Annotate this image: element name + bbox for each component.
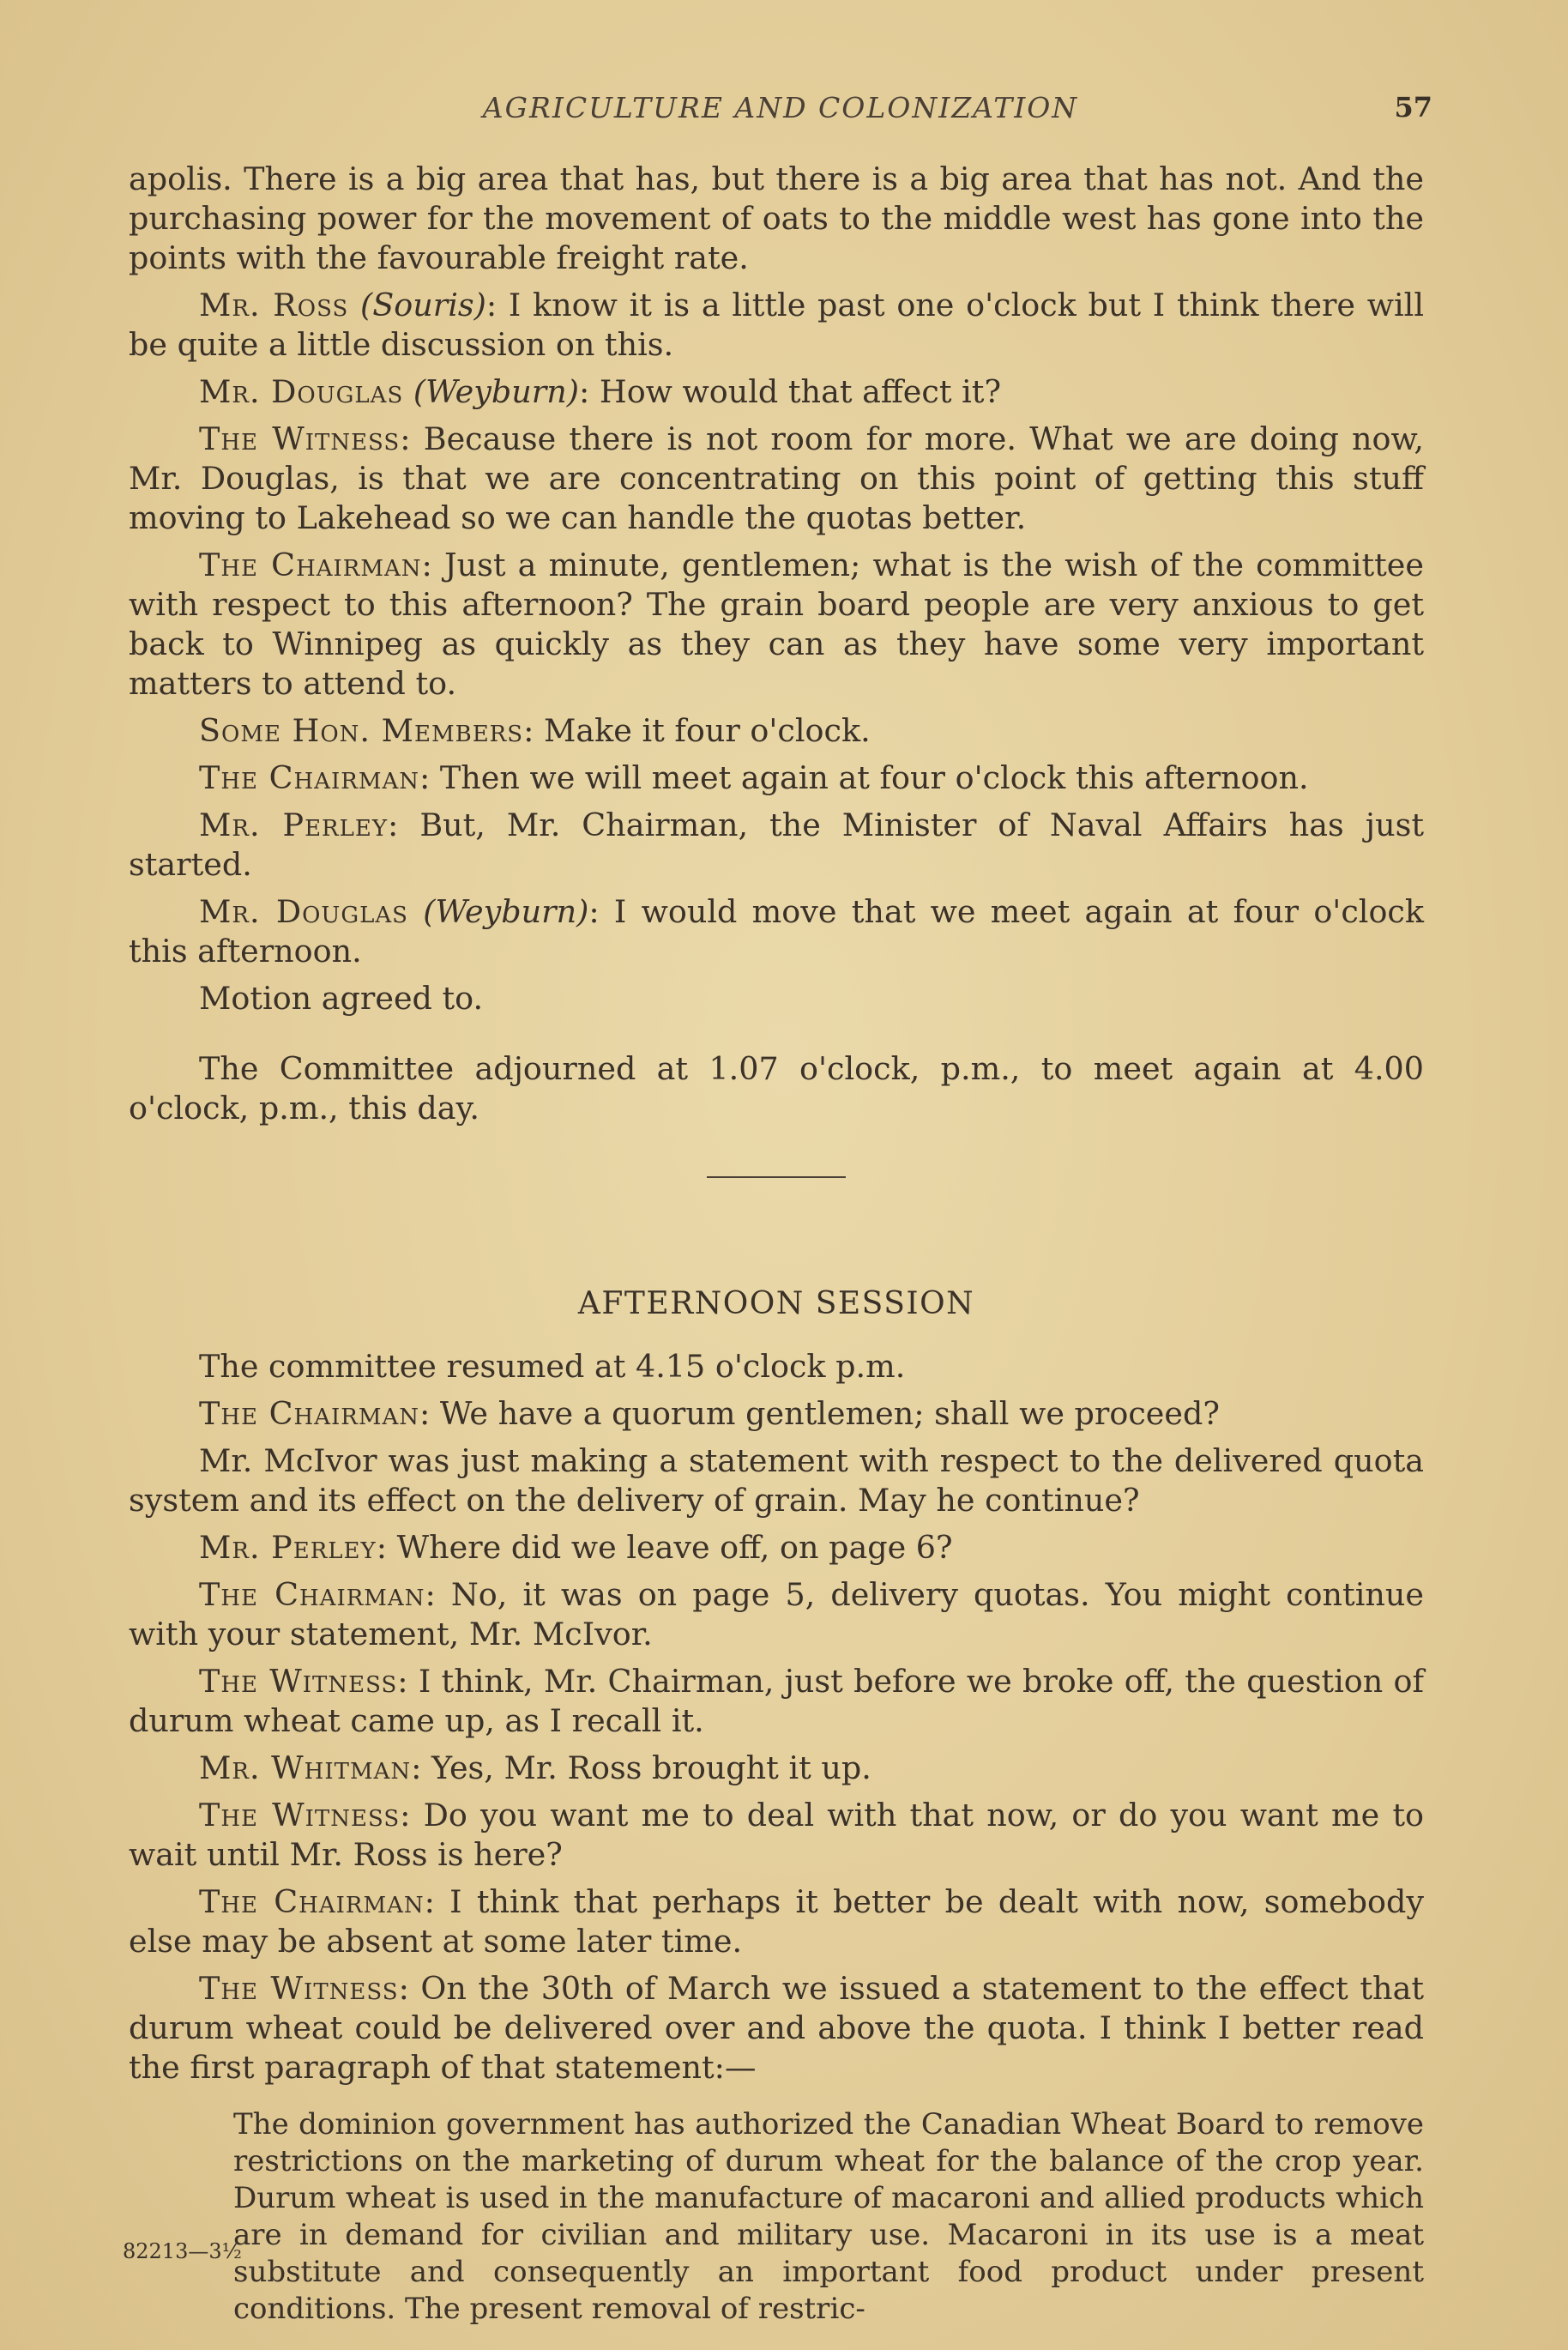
speaker: The Chairman <box>199 1395 419 1432</box>
speaker: The Chairman <box>199 1883 425 1920</box>
speaker: Mr. Ross <box>199 287 349 323</box>
speaker: The Witness <box>199 420 401 457</box>
speech: Mr. Ross (Souris): I know it is a little past one o'clock but I think there will be quite a little discussion on this. <box>129 287 1425 363</box>
speaker: Mr. Whitman <box>199 1749 412 1786</box>
speech: Mr. Douglas (Weyburn): How would that affect it? <box>199 373 1002 410</box>
speech: The Chairman: I think that perhaps it better be dealt with now, somebody else may be absent at some later time. <box>129 1883 1424 1960</box>
body-text <box>129 160 1424 2328</box>
paragraph: Mr. McIvor was just making a statement with respect to the delivered quota system and its effect on the delivery of grain. May he continue? <box>129 1442 1424 1519</box>
section-heading: AFTERNOON SESSION <box>577 1286 975 1321</box>
speech: The Witness: On the 30th of March we issued a statement to the effect that durum wheat could be delivered over and above the quota. I think I better read the first paragraph of that statement:— <box>129 1970 1424 2086</box>
speaker: Some Hon. Members <box>199 712 524 749</box>
speech: Mr. Whitman: Yes, Mr. Ross brought it up. <box>199 1749 871 1786</box>
speech: Mr. Perley: But, Mr. Chairman, the Minister of Naval Affairs has just started. <box>129 806 1424 883</box>
running-title: AGRICULTURE AND COLONIZATION <box>482 91 1079 124</box>
speaker: Mr. Perley <box>199 806 389 843</box>
speech: The Chairman: Then we will meet again at four o'clock this afternoon. <box>199 759 1309 796</box>
printer-signature-mark: 82213—3½ <box>123 2239 242 2263</box>
page-number: 57 <box>1394 91 1432 124</box>
speaker: Mr. Douglas <box>199 373 404 410</box>
paragraph: The Committee adjourned at 1.07 o'clock, p.m., to meet again at 4.00 o'clock, p.m., this day. <box>129 1050 1424 1127</box>
section-divider <box>707 1176 846 1178</box>
speaker: Mr. Perley <box>199 1529 377 1566</box>
speech: Mr. Perley: Where did we leave off, on page 6? <box>199 1529 953 1566</box>
speech: The Chairman: Just a minute, gentlemen; what is the wish of the committee with respect to this afternoon? The grain board people are very anxious to get back to Winnipeg as quickly as they can as they have some very important matters to attend to. <box>129 547 1424 702</box>
speaker: The Chairman <box>199 547 422 583</box>
speaker-qualifier: (Weyburn) <box>413 373 579 410</box>
paragraph: The committee resumed at 4.15 o'clock p.m. <box>199 1348 906 1385</box>
speaker: Mr. Douglas <box>199 893 408 930</box>
page-header <box>129 91 1432 132</box>
speaker-qualifier: (Souris) <box>360 287 486 323</box>
speech: The Witness: Do you want me to deal with that now, or do you want me to wait until Mr. Ross is here? <box>129 1797 1425 1873</box>
speaker: The Witness <box>199 1663 398 1700</box>
speech: The Chairman: No, it was on page 5, delivery quotas. You might continue with your statement, Mr. McIvor. <box>129 1576 1424 1652</box>
speaker: The Witness <box>199 1970 399 2007</box>
speaker-qualifier: (Weyburn) <box>423 893 589 930</box>
speech: The Witness: I think, Mr. Chairman, just before we broke off, the question of durum wheat came up, as I recall it. <box>129 1663 1425 1739</box>
speaker: The Witness <box>199 1797 401 1833</box>
speaker: The Chairman <box>199 1576 425 1613</box>
speaker: The Chairman <box>199 759 419 796</box>
paragraph: Motion agreed to. <box>199 980 484 1017</box>
quoted-statement: The dominion government has authorized the Canadian Wheat Board to remove restrictions on the marketing of durum wheat for the balance of the crop year. Durum wheat is used in the manufacture of macaroni and allied products which are in demand for civilian and military use. Macaroni in its use is a meat substitute and consequently an important food product under present conditions. The present removal of restric- <box>233 2107 1424 2326</box>
speech: The Witness: Because there is not room for more. What we are doing now, Mr. Douglas, is that we are concentrating on this point of getting this stuff moving to Lakehead so we can handle the quotas better. <box>129 420 1425 536</box>
speech: The Chairman: We have a quorum gentlemen; shall we proceed? <box>199 1395 1220 1432</box>
speech: Mr. Douglas (Weyburn): I would move that we meet again at four o'clock this afternoon. <box>129 893 1424 970</box>
speech: Some Hon. Members: Make it four o'clock. <box>199 712 871 749</box>
paragraph: apolis. There is a big area that has, but there is a big area that has not. And the purchasing power for the movement of oats to the middle west has gone into the points with the favourable freight rate. <box>129 160 1424 276</box>
